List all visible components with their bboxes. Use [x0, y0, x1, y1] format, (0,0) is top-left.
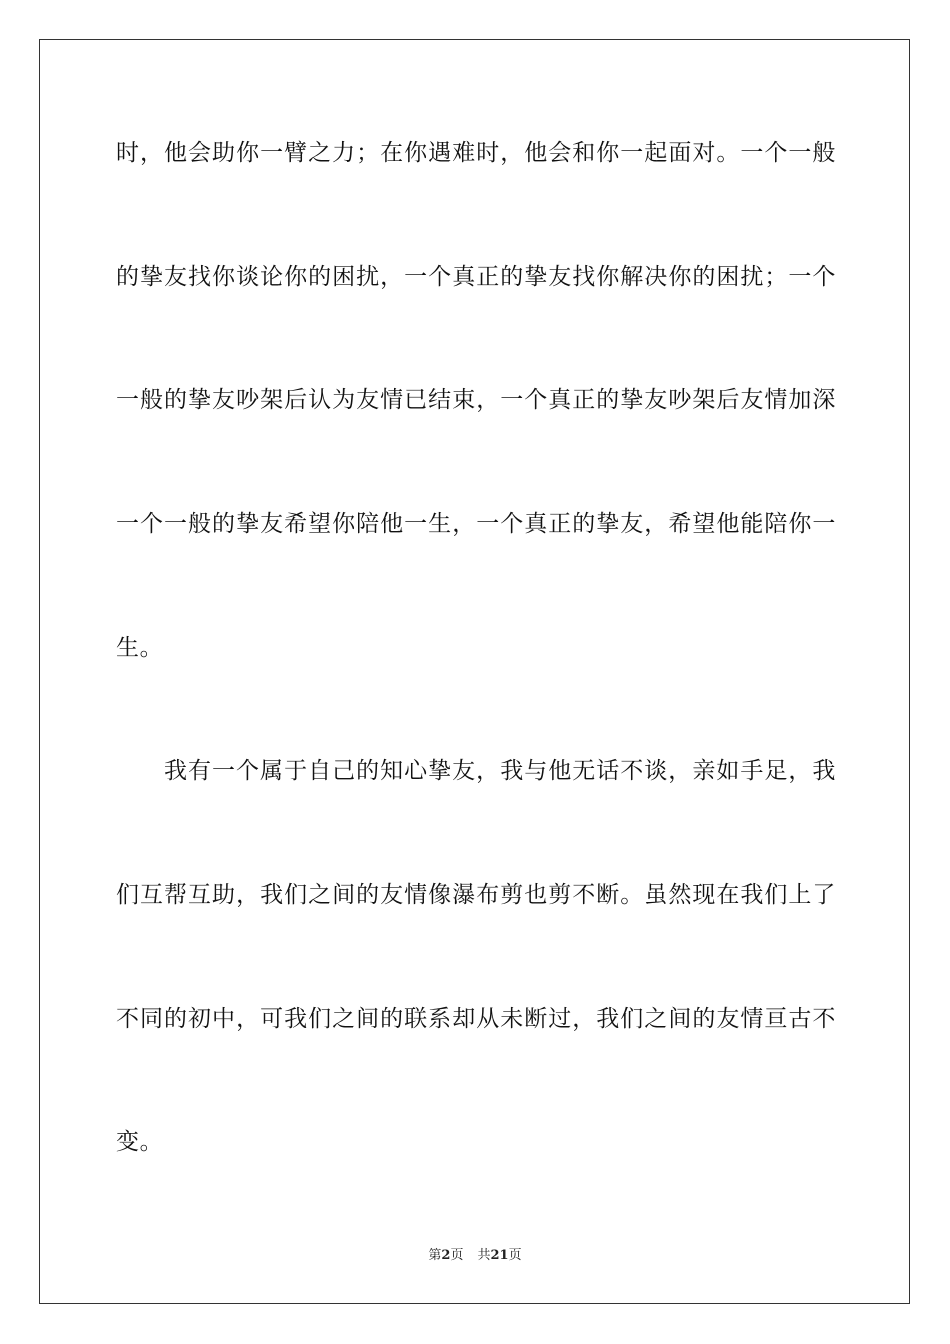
total-pages: 21 — [490, 1248, 509, 1263]
total-suffix: 页 — [508, 1248, 522, 1263]
text-line: 的挚友找你谈论你的困扰，一个真正的挚友找你解决你的困扰；一个 — [116, 264, 836, 290]
page-label: 第 — [428, 1248, 442, 1263]
total-label: 共 — [477, 1248, 491, 1263]
text-line: 生。 — [116, 635, 164, 661]
text-line: 一般的挚友吵架后认为友情已结束，一个真正的挚友吵架后友情加深 — [116, 387, 836, 413]
page-footer — [0, 1248, 950, 1264]
text-line: 不同的初中，可我们之间的联系却从未断过，我们之间的友情亘古不 — [116, 1006, 836, 1032]
page-border — [39, 39, 910, 1304]
page-number: 2 — [441, 1248, 451, 1263]
text-line: 们互帮互助，我们之间的友情像瀑布剪也剪不断。虽然现在我们上了 — [116, 882, 836, 908]
paragraph-first-line: 我有一个属于自己的知心挚友，我与他无话不谈，亲如手足，我 — [164, 758, 836, 784]
text-line: 一个一般的挚友希望你陪他一生，一个真正的挚友，希望他能陪你一 — [116, 511, 836, 537]
text-line: 时，他会助你一臂之力；在你遇难时，他会和你一起面对。一个一般 — [116, 140, 836, 166]
page-suffix: 页 — [450, 1248, 464, 1263]
text-line: 变。 — [116, 1129, 164, 1155]
